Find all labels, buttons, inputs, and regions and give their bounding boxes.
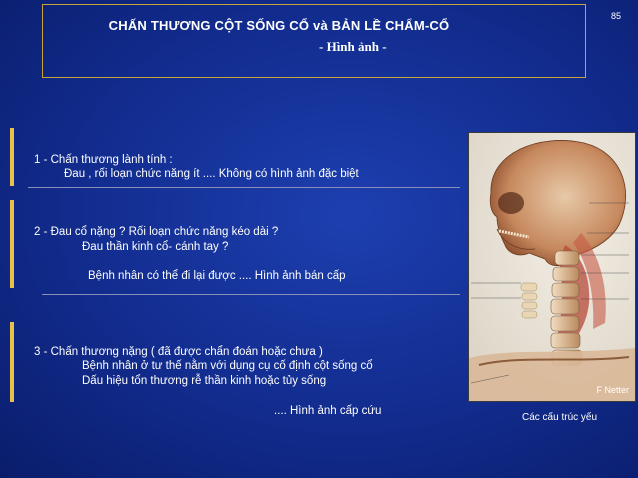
section-2-detail: Đau thần kinh cổ- cánh tay ?	[82, 241, 229, 253]
figure-credit: F Netter	[596, 385, 629, 395]
section-1-divider	[28, 187, 460, 188]
section-2-accent-bar	[10, 200, 14, 288]
page-number: 85	[611, 11, 622, 21]
section-1-detail: Đau , rối loạn chức năng ít .... Không có hình ảnh đặc biệt	[64, 168, 359, 180]
section-3-status: .... Hình ảnh cấp cứu	[274, 405, 382, 417]
section-2-status: Bệnh nhân có thể đi lại được .... Hình ảnh bán cấp	[88, 270, 346, 282]
section-1-accent-bar	[10, 128, 14, 186]
slide-title: CHẤN THƯƠNG CỘT SỐNG CỔ và BẢN LỀ CHẨM-CỔ	[108, 18, 450, 33]
figure-caption: Các cấu trúc yếu	[522, 412, 598, 423]
section-2-divider	[42, 294, 460, 295]
anatomy-illustration	[468, 132, 636, 402]
section-3-detail-2: Dấu hiệu tổn thương rễ thần kinh hoặc tủy sống	[82, 375, 327, 387]
title-box	[42, 4, 586, 78]
section-3-heading: 3 - Chấn thương nặng ( đã được chẩn đoán hoặc chưa )	[34, 346, 323, 358]
skull-cervical-spine-drawing	[469, 133, 636, 402]
section-3-accent-bar	[10, 322, 14, 402]
section-1-heading: 1 - Chấn thương lành tính :	[34, 154, 173, 166]
section-3-detail-1: Bệnh nhân ở tư thế nằm với dụng cụ cố định cột sống cổ	[82, 360, 373, 372]
slide-subtitle: - Hình ảnh -	[319, 39, 387, 54]
section-2-heading: 2 - Đau cổ nặng ? Rối loạn chức năng kéo dài ?	[34, 226, 279, 238]
